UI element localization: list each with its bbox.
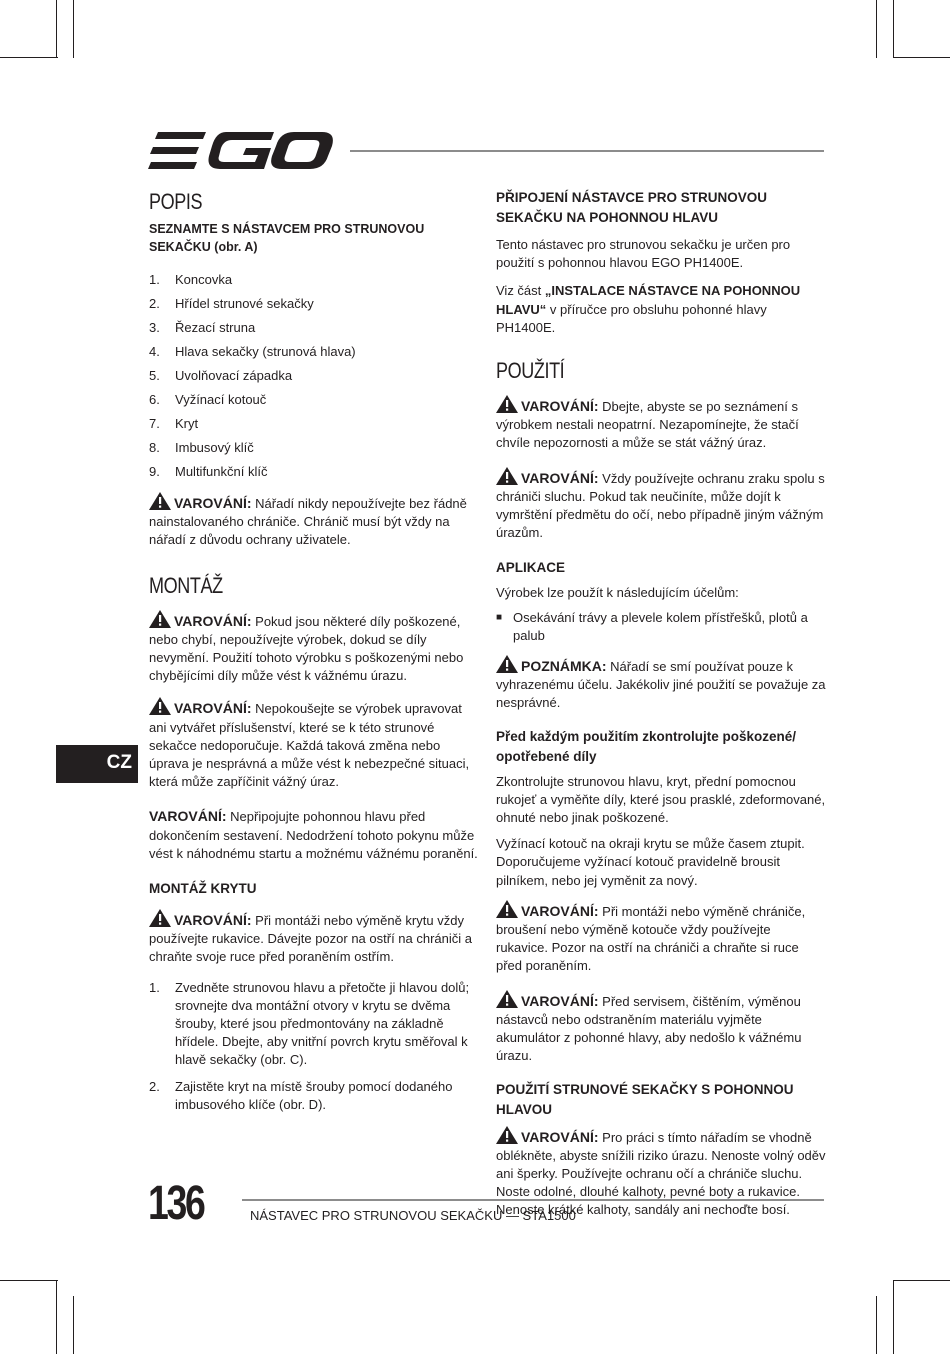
list-item-text: Zvedněte strunovou hlavu a přetočte ji hlavou dolů; srovnejte dva montážní otvory v krytu se dvěma šrouby, které jsou předmontovány na základně hřídele. Dbejte, aby vnitřní povrch krytu směřoval k hlavě sekačky (obr. C). xyxy=(175,979,470,1068)
warning-paragraph xyxy=(496,990,826,1066)
check-paragraph: Zkontrolujte strunovou hlavu, kryt, přední pomocnou rukojeť a vyměňte díly, které jsou prasklé, zdeformované, ohnuté nebo jinak poškozené. xyxy=(496,773,826,826)
list-item-number: 1. xyxy=(149,272,160,287)
list-item xyxy=(149,412,479,436)
footer-title: NÁSTAVEC PRO STRUNOVOU SEKAČKU — STA1500 xyxy=(250,1208,576,1223)
left-column xyxy=(149,188,479,1122)
warning-text: Nepokoušejte se výrobek upravovat ani vytvářet příslušenství, které se k této strunové sekačce nedoporučuje. Každá taková změna nebo úprava je nesprávná a může vést k nebezpečné situaci, která může zapříčinit vážný úraz. xyxy=(149,701,470,790)
list-item xyxy=(149,388,479,412)
language-tab-label: CZ xyxy=(106,752,132,773)
warning-paragraph xyxy=(496,900,826,976)
warning-text: Nářadí nikdy nepoužívejte bez řádně nainstalovaného chrániče. Chránič musí být vždy na nářadí z důvodu ochrany uživatele. xyxy=(149,496,467,548)
list-item-text: Řezací struna xyxy=(175,320,256,335)
warning-text: Nepřipojujte pohonnou hlavu před dokončením sestavení. Nedodržení tohoto pokynu může vést k náhodnému startu a možnému vážnému poranění. xyxy=(149,809,478,861)
list-item-text: Multifunkční klíč xyxy=(175,464,268,479)
popis-subtitle: SEZNAMTE S NÁSTAVCEM PRO STRUNOVOU SEKAČKU (obr. A) xyxy=(149,222,425,254)
list-item xyxy=(149,364,479,388)
list-item-number: 2. xyxy=(149,1078,160,1094)
crop-mark xyxy=(893,57,950,58)
warning-text: Pokud jsou některé díly poškozené, nebo chybí, nepoužívejte výrobek, dokud se díly nevymění. Použití tohoto výrobku s poškozenými nebo chybějícími díly může vést k vážnému úrazu. xyxy=(149,613,464,684)
crop-mark xyxy=(893,1280,950,1281)
section-title-popis: POPIS xyxy=(149,189,203,214)
list-item-number: 1. xyxy=(149,979,160,995)
list-item-number: 5. xyxy=(149,368,160,383)
list-item xyxy=(149,436,479,460)
list-item xyxy=(149,316,479,340)
list-item xyxy=(149,1078,479,1114)
pripojeni-paragraph: Tento nástavec pro strunovou sekačku je určen pro použití s pohonnou hlavou EGO PH1400E. xyxy=(496,237,791,271)
section-title-pripojeni: PŘIPOJENÍ NÁSTAVCE PRO STRUNOVOU SEKAČKU NA POHONNOU HLAVU xyxy=(496,190,768,225)
warning-icon xyxy=(496,990,518,1008)
crop-mark xyxy=(0,1280,58,1281)
page-number: 136 xyxy=(148,1177,204,1230)
warning-text: Při montáži nebo výměně chrániče, broušení nebo výměně kotouče vždy používejte rukavice. Pozor na ostří na chrániči a chraňte si ruce před poraněním. xyxy=(496,903,806,974)
warning-label: VAROVÁNÍ: xyxy=(174,700,252,717)
warning-icon xyxy=(496,655,518,673)
reference-text: Viz část xyxy=(496,283,545,299)
crop-mark xyxy=(893,0,894,58)
list-item-number: 6. xyxy=(149,392,160,407)
language-tab xyxy=(56,745,138,783)
right-column xyxy=(496,188,826,1228)
reference-section: „INSTALACE NÁSTAVCE NA POHONNOU HLAVU“ xyxy=(496,283,801,317)
note-label: POZNÁMKA: xyxy=(521,658,607,675)
warning-icon xyxy=(149,492,171,510)
list-item-number: 8. xyxy=(149,440,160,455)
warning-icon xyxy=(496,900,518,918)
list-item-text: Hlava sekačky (strunová hlava) xyxy=(175,344,356,359)
list-item-text: Uvolňovací západka xyxy=(175,368,293,383)
list-item-text: Osekávání trávy a plevele kolem přístřešků, plotů a palub xyxy=(513,609,808,643)
section-title-kontrola: Před každým použitím zkontrolujte poškozené/ opotřebené díly xyxy=(496,728,797,764)
footer-rule xyxy=(242,1199,824,1201)
section-title-montaz: MONTÁŽ xyxy=(149,572,223,598)
crop-mark xyxy=(876,1296,877,1354)
warning-label: VAROVÁNÍ: xyxy=(174,495,252,511)
list-item xyxy=(149,292,479,316)
list-item-text: Vyžínací kotouč xyxy=(175,392,267,407)
warning-paragraph xyxy=(496,1126,826,1220)
aplikace-list xyxy=(496,609,826,645)
warning-paragraph xyxy=(149,909,479,967)
list-item xyxy=(149,460,479,484)
list-item-number: 9. xyxy=(149,464,160,479)
warning-text: Dbejte, abyste se po seznámení s výrobkem nestali neopatrní. Nezapomínejte, že stačí chvíle nepozornosti a může se stát vážný úraz. xyxy=(496,399,799,451)
warning-icon xyxy=(496,1126,518,1144)
crop-mark xyxy=(73,1296,74,1354)
list-item xyxy=(149,340,479,364)
ego-logo xyxy=(148,128,334,174)
warning-icon xyxy=(149,697,171,715)
list-item-text: Zajistěte kryt na místě šrouby pomocí dodaného imbusového klíče (obr. D). xyxy=(175,1078,453,1112)
list-item xyxy=(149,268,479,292)
crop-mark xyxy=(0,57,58,58)
check-paragraph: Vyžínací kotouč na okraji krytu se může časem ztupit. Doporučujeme vyžínací kotouč pravidelně brousit pilníkem, nebo jej vyměnit za nový. xyxy=(496,836,805,888)
list-item-text: Koncovka xyxy=(175,272,233,287)
aplikace-paragraph: Výrobek lze použít k následujícím účelům: xyxy=(496,585,739,601)
section-title-pohonna-hlava: POUŽITÍ STRUNOVÉ SEKAČKY S POHONNOU HLAVOU xyxy=(496,1081,794,1117)
warning-text: Při montáži nebo výměně krytu vždy používejte rukavice. Dávejte pozor na ostří na chrániči a chraňte svoje ruce před poraněním ostřím. xyxy=(149,913,473,965)
list-item-text: Hřídel strunové sekačky xyxy=(175,296,314,311)
warning-icon xyxy=(149,909,171,927)
list-item xyxy=(149,979,479,1070)
warning-paragraph xyxy=(149,492,479,550)
warning-label: VAROVÁNÍ: xyxy=(521,902,599,919)
warning-paragraph xyxy=(149,610,479,686)
warning-text: Vždy používejte ochranu zraku spolu s chrániči sluchu. Pokud tak neučiníte, může dojít k vymrštění předmětu do očí, nebo případně jiným vážným úrazům. xyxy=(496,470,825,541)
warning-label: VAROVÁNÍ: xyxy=(521,1128,599,1145)
warning-icon xyxy=(496,395,518,413)
crop-mark xyxy=(56,0,57,58)
warning-text: Pro práci s tímto nářadím se vhodně oblékněte, abyste snížili riziko úrazu. Nenoste volný oděv ani šperky. Používejte ochranu očí a chrániče sluchu. Noste odolné, dlouhé kalhoty, pevné boty a rukavice. Nenoste krátké kalhoty, sandály ani nechoďte bosí. xyxy=(496,1129,826,1218)
list-item-text: Imbusový klíč xyxy=(175,440,254,455)
list-item xyxy=(496,609,826,645)
note-paragraph xyxy=(496,655,826,713)
warning-paragraph xyxy=(149,697,479,791)
steps-list xyxy=(149,979,479,1114)
section-title-aplikace: APLIKACE xyxy=(496,560,566,576)
warning-paragraph xyxy=(496,395,826,453)
crop-mark xyxy=(876,0,877,58)
list-item-number: 4. xyxy=(149,344,160,359)
warning-label: VAROVÁNÍ: xyxy=(521,992,599,1009)
note-text: Nářadí se smí používat pouze k vyhrazenému účelu. Jakékoliv jiné použití se považuje za nesprávné. xyxy=(496,659,826,711)
warning-icon xyxy=(496,467,518,485)
warning-text: Před servisem, čištěním, výměnou nástavců nebo odstraněním materiálu vyjměte akumulátor z pohonné hlavy, aby nedošlo k vážnému úrazu. xyxy=(496,993,802,1064)
warning-icon xyxy=(149,610,171,628)
warning-label: VAROVÁNÍ: xyxy=(174,612,252,629)
section-title-pouziti: POUŽITÍ xyxy=(496,358,565,384)
header-rule xyxy=(350,150,824,152)
warning-label: VAROVÁNÍ: xyxy=(521,398,599,415)
crop-mark xyxy=(893,1280,894,1354)
crop-mark xyxy=(56,1280,57,1354)
reference-text: v příručce pro obsluhu pohonné hlavy PH1400E. xyxy=(496,301,767,335)
warning-label: VAROVÁNÍ: xyxy=(521,469,599,486)
warning-paragraph xyxy=(149,807,479,863)
section-title-montaz-krytu: MONTÁŽ KRYTU xyxy=(149,881,257,897)
list-item-number: 3. xyxy=(149,320,160,335)
list-item-number: 7. xyxy=(149,416,160,431)
parts-list xyxy=(149,268,479,484)
warning-label: VAROVÁNÍ: xyxy=(149,808,227,825)
warning-paragraph xyxy=(496,467,826,543)
pripojeni-reference xyxy=(496,282,826,337)
warning-label: VAROVÁNÍ: xyxy=(174,912,252,929)
bullet-icon: ■ xyxy=(496,611,503,623)
list-item-text: Kryt xyxy=(175,416,199,431)
crop-mark xyxy=(73,0,74,58)
list-item-number: 2. xyxy=(149,296,160,311)
